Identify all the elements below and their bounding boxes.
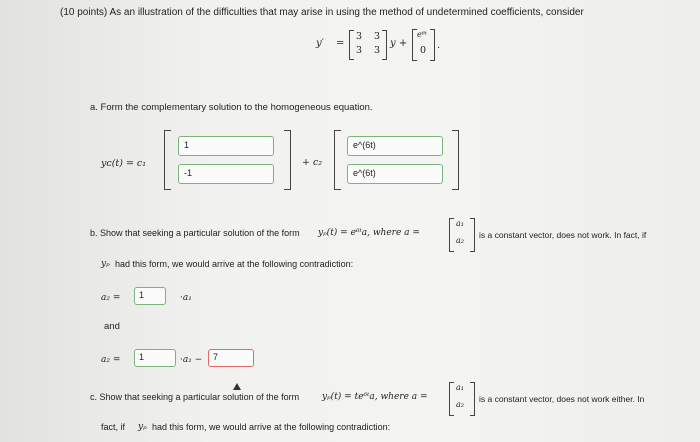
- part-c-vec-bracket-left: [449, 382, 454, 416]
- eq1-lhs: a₂ =: [101, 293, 121, 303]
- vec1-bottom-answer[interactable]: -1: [178, 164, 274, 184]
- vec1-bracket-right: [284, 130, 291, 190]
- part-b-suffix: is a constant vector, does not work. In fact, if: [479, 230, 647, 240]
- forcing-bracket-right: [430, 29, 435, 61]
- part-c-vec-bracket-right: [470, 382, 475, 416]
- matrix-bracket-left: [349, 30, 354, 60]
- part-c-form: yₚ(t) = te⁶ᵗa, where a =: [322, 392, 428, 402]
- and-label: and: [104, 321, 120, 332]
- matrix-a11: 3: [356, 31, 363, 42]
- forcing-bottom: 0: [420, 45, 427, 56]
- vec1-top-answer[interactable]: 1: [178, 136, 274, 156]
- matrix-a22: 3: [374, 45, 381, 56]
- eq2-lhs: a₂ =: [101, 355, 121, 365]
- equals-sign: =: [336, 38, 345, 49]
- part-b-vec-a1: a₁: [456, 219, 464, 228]
- eq1-answer[interactable]: 1: [134, 287, 166, 305]
- part-a-plus-c2: + c₂: [302, 157, 323, 168]
- mouse-cursor-icon: [233, 383, 241, 390]
- part-c-yp: yₚ: [138, 422, 147, 432]
- matrix-bracket-right: [382, 30, 387, 60]
- part-a-lhs: yᴄ(t) = c₁: [101, 158, 147, 169]
- part-c-vec-a2: a₂: [456, 400, 464, 409]
- vec2-bracket-left: [334, 130, 341, 190]
- part-b-vec-a2: a₂: [456, 236, 464, 245]
- period: .: [437, 40, 441, 51]
- matrix-a21: 3: [356, 45, 363, 56]
- vec2-top-answer[interactable]: e^(6t): [347, 136, 443, 156]
- vec1-bracket-left: [164, 130, 171, 190]
- part-c-prefix: c. Show that seeking a particular solution of the form: [90, 392, 300, 402]
- part-c-line2-a: fact, if: [101, 422, 126, 432]
- vec2-bracket-right: [452, 130, 459, 190]
- y-plus: y +: [390, 38, 408, 49]
- part-c-line2-b: had this form, we would arrive at the following contradiction:: [152, 422, 391, 432]
- question-header: (10 points) As an illustration of the difficulties that may arise in using the method of undetermined coefficients, consider: [60, 7, 584, 18]
- eq2-answer-1[interactable]: 1: [134, 349, 176, 367]
- vec2-bottom-answer[interactable]: e^(6t): [347, 164, 443, 184]
- part-c-suffix: is a constant vector, does not work either. In: [479, 394, 645, 404]
- part-b-yp: yₚ: [101, 259, 110, 269]
- part-b-vec-bracket-right: [470, 218, 475, 252]
- eq2-mid: ·a₁ −: [180, 355, 203, 365]
- eq2-answer-2[interactable]: 7: [208, 349, 254, 367]
- y-prime: y′: [316, 38, 324, 49]
- part-a-label: a. Form the complementary solution to the homogeneous equation.: [90, 102, 373, 113]
- part-b-vec-bracket-left: [449, 218, 454, 252]
- part-b-prefix: b. Show that seeking a particular solution of the form: [90, 228, 300, 238]
- part-b-line2: had this form, we would arrive at the following contradiction:: [115, 259, 354, 269]
- forcing-top: e⁶ᵗ: [417, 30, 427, 39]
- matrix-a12: 3: [374, 31, 381, 42]
- part-b-form: yₚ(t) = e⁶ᵗa, where a =: [318, 228, 420, 238]
- part-c-vec-a1: a₁: [456, 383, 464, 392]
- eq1-rhs: ·a₁: [180, 293, 192, 303]
- system-equation: [316, 26, 476, 66]
